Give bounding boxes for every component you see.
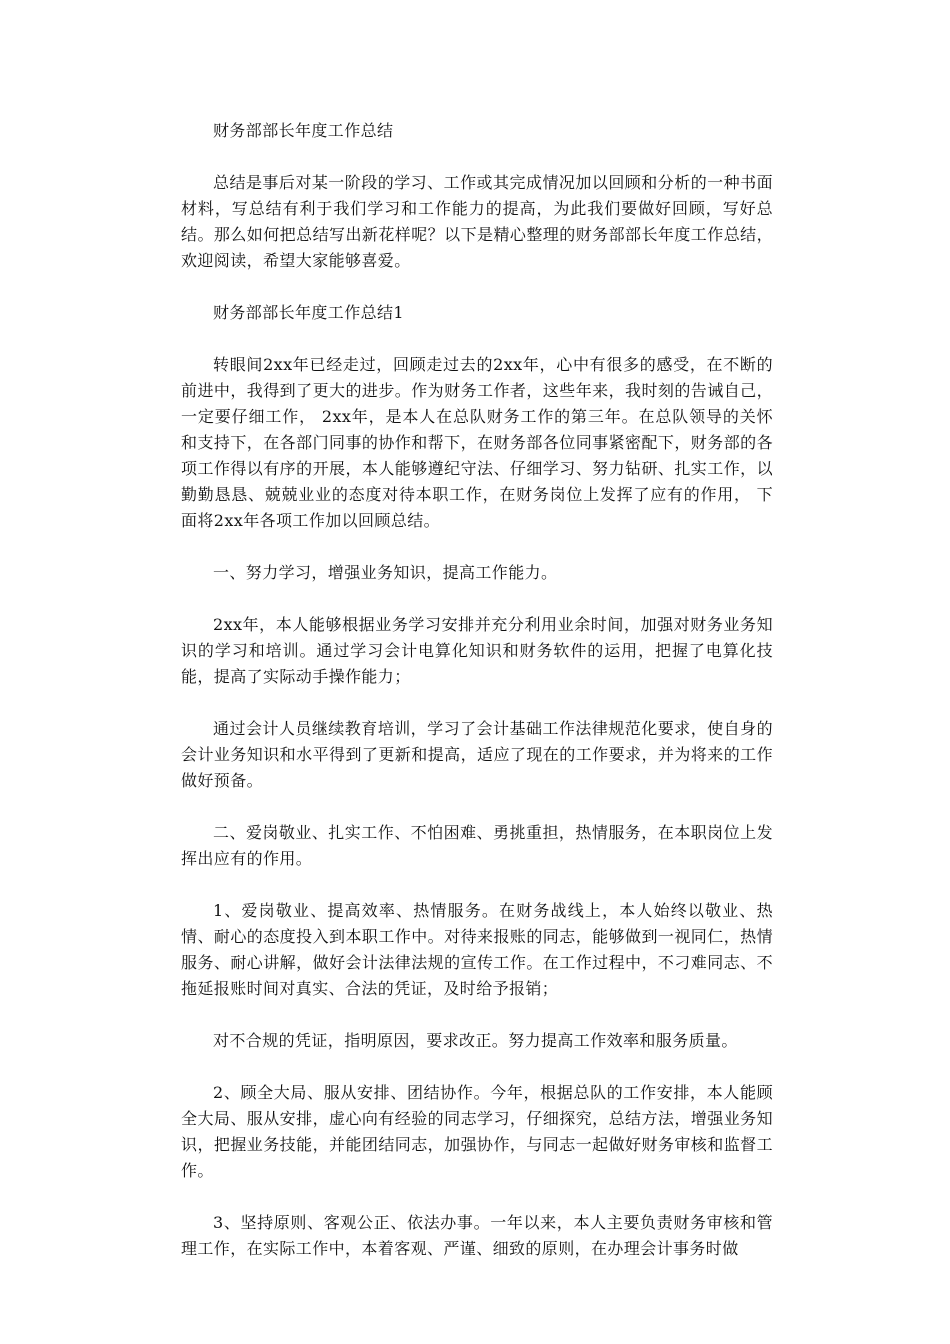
paragraph: 2、顾全大局、服从安排、团结协作。今年，根据总队的工作安排，本人能顾全大局、服从安排，虚心向有经验的同志学习，仔细探究，总结方法，增强业务知识，把握业务技能，并能团结同志，加强协作，与同志一起做好财务审核和监督工作。 (181, 1083, 773, 1180)
paragraph-intro: 总结是事后对某一阶段的学习、工作或其完成情况加以回顾和分析的一种书面材料，写总结有利于我们学习和工作能力的提高，为此我们要做好回顾，写好总结。那么如何把总结写出新花样呢？以下是精心整理的财务部部长年度工作总结，欢迎阅读，希望大家能够喜爱。 (181, 173, 773, 270)
section-heading: 财务部部长年度工作总结1 (213, 303, 404, 322)
paragraph: 通过会计人员继续教育培训，学习了会计基础工作法律规范化要求，使自身的会计业务知识和水平得到了更新和提高，适应了现在的工作要求，并为将来的工作做好预备。 (181, 719, 773, 790)
document-title: 财务部部长年度工作总结 (213, 121, 394, 140)
subheading: 一、努力学习，增强业务知识，提高工作能力。 (213, 563, 558, 582)
paragraph: 转眼间2xx年已经走过，回顾走过去的2xx年，心中有很多的感受，在不断的前进中，我得到了更大的进步。作为财务工作者，这些年来，我时刻的告诫自己，一定要仔细工作， 2xx年，是本人在总队财务工作的第三年。在总队领导的关怀和支持下，在各部门同事的协作和帮下，在财务部各位同事紧密配下，财务部的各项工作得以有序的开展，本人能够遵纪守法、仔细学习、努力钻研、扎实工作，以勤勤恳恳、兢兢业业的态度对待本职工作，在财务岗位上发挥了应有的作用， 下面将2xx年各项工作加以回顾总结。 (181, 355, 773, 530)
paragraph: 3、坚持原则、客观公正、依法办事。一年以来，本人主要负责财务审核和管理工作，在实际工作中，本着客观、严谨、细致的原则，在办理会计事务时做 (181, 1213, 773, 1258)
paragraph: 2xx年，本人能够根据业务学习安排并充分利用业余时间，加强对财务业务知识的学习和培训。通过学习会计电算化知识和财务软件的运用，把握了电算化技能，提高了实际动手操作能力； (181, 615, 773, 686)
document-page (181, 118, 773, 1288)
subheading: 二、爱岗敬业、扎实工作、不怕困难、勇挑重担，热情服务，在本职岗位上发挥出应有的作用。 (181, 823, 773, 868)
paragraph: 1、爱岗敬业、提高效率、热情服务。在财务战线上，本人始终以敬业、热情、耐心的态度投入到本职工作中。对待来报账的同志，能够做到一视同仁，热情服务、耐心讲解，做好会计法律法规的宣传工作。在工作过程中，不刁难同志、不拖延报账时间对真实、合法的凭证，及时给予报销； (181, 901, 773, 998)
paragraph: 对不合规的凭证，指明原因，要求改正。努力提高工作效率和服务质量。 (213, 1031, 738, 1050)
